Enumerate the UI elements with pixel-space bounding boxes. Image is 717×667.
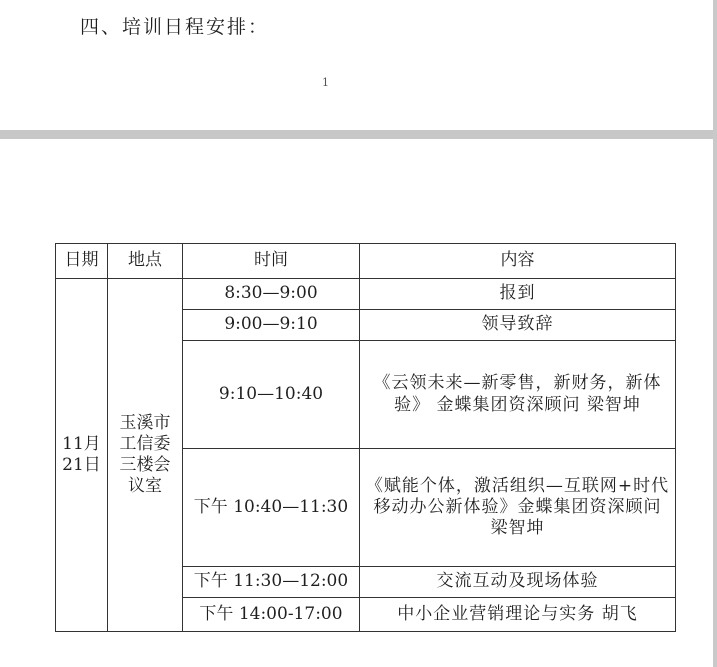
table-header-row: [56, 244, 676, 279]
time-cell: 下午 14:00-17:00: [183, 598, 360, 632]
header-date: 日期: [56, 244, 108, 279]
place-line: 工信委: [119, 433, 171, 454]
content-cell: 中小企业营销理论与实务 胡飞: [360, 598, 676, 632]
date-line: 21日: [62, 455, 101, 475]
time-cell: 下午 10:40—11:30: [183, 449, 360, 567]
time-cell: 9:00—9:10: [183, 310, 360, 341]
time-cell: 8:30—9:00: [183, 279, 360, 310]
training-schedule-table: [55, 243, 676, 632]
section-heading: 四、培训日程安排：: [80, 16, 270, 38]
page-number: 1: [322, 76, 329, 89]
content-cell: 报到: [360, 279, 676, 310]
place-line: 议室: [128, 476, 162, 497]
content-cell: 交流互动及现场体验: [360, 567, 676, 598]
content-cell: 《云领未来—新零售，新财务，新体验》 金蝶集团资深顾问 梁智坤: [360, 341, 676, 449]
scrollbar-track[interactable]: [713, 0, 717, 667]
date-cell: [56, 279, 108, 632]
time-cell: 9:10—10:40: [183, 341, 360, 449]
time-cell: 下午 11:30—12:00: [183, 567, 360, 598]
place-line: 三楼会: [119, 455, 171, 475]
date-line: 11月: [62, 433, 101, 454]
document-page-top: [0, 0, 717, 130]
header-place: 地点: [108, 244, 183, 279]
page-separator: [0, 130, 717, 139]
document-page-bottom: [0, 139, 717, 667]
place-cell: [108, 279, 183, 632]
content-cell: 领导致辞: [360, 310, 676, 341]
header-content: 内容: [360, 244, 676, 279]
header-time: 时间: [183, 244, 360, 279]
table-row: [56, 279, 676, 310]
place-line: 玉溪市: [119, 412, 171, 433]
content-cell: 《赋能个体，激活组织—互联网+时代移动办公新体验》金蝶集团资深顾问 梁智坤: [360, 449, 676, 567]
